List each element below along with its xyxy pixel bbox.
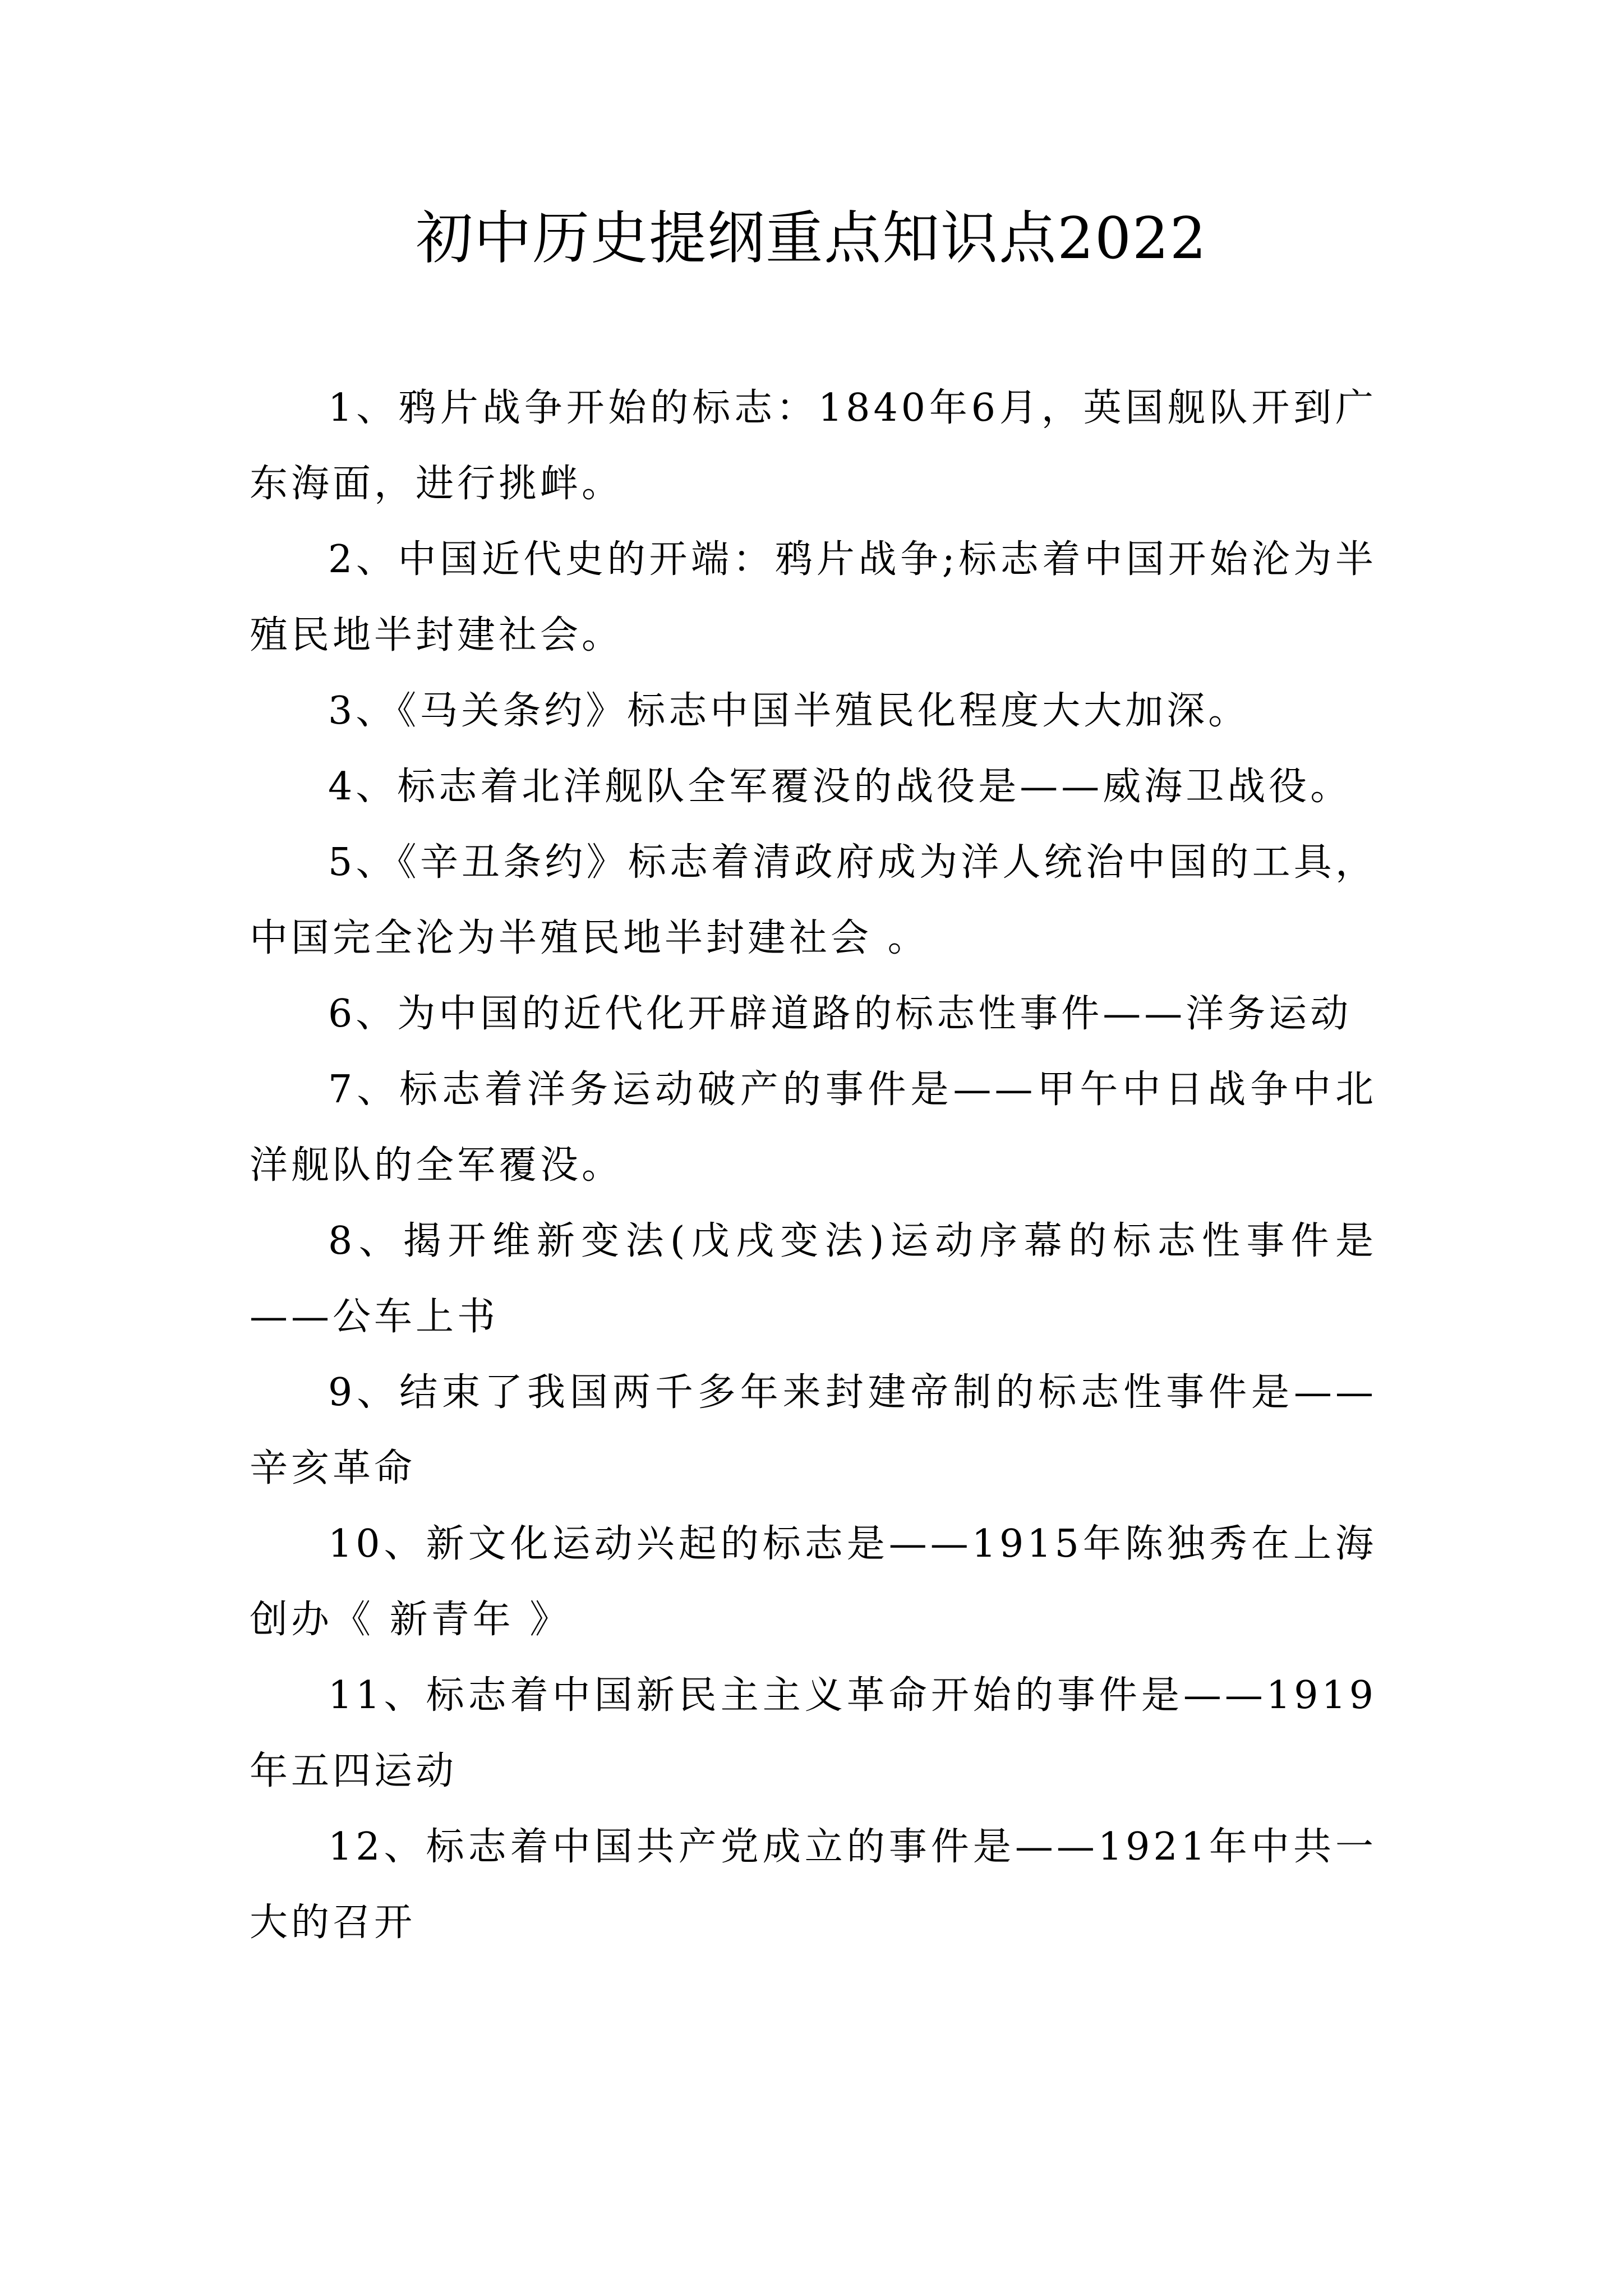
paragraph-5: 5、《辛丑条约》标志着清政府成为洋人统治中国的工具，中国完全沦为半殖民地半封建社会 。 xyxy=(250,840,1377,960)
paragraph-1: 1、鸦片战争开始的标志：1840年6月，英国舰队开到广东海面，进行挑衅。 xyxy=(250,386,1377,506)
paragraph-6: 6、为中国的近代化开辟道路的标志性事件——洋务运动 xyxy=(328,992,1352,1036)
paragraph-4: 4、标志着北洋舰队全军覆没的战役是——威海卫战役。 xyxy=(328,765,1352,809)
paragraph-7: 7、标志着洋务运动破产的事件是——甲午中日战争中北洋舰队的全军覆没。 xyxy=(250,1068,1377,1188)
document-body xyxy=(250,370,1377,1961)
paragraph-10: 10、新文化运动兴起的标志是——1915年陈独秀在上海创办《 新青年 》 xyxy=(250,1522,1377,1642)
paragraph-12: 12、标志着中国共产党成立的事件是——1921年中共一大的召开 xyxy=(250,1825,1377,1945)
paragraph-3: 3、《马关条约》标志中国半殖民化程度大大加深。 xyxy=(328,689,1250,733)
paragraph-8: 8、揭开维新变法(戊戌变法)运动序幕的标志性事件是——公车上书 xyxy=(250,1219,1377,1339)
document-title: 初中历史提纲重点知识点2022 xyxy=(416,205,1207,272)
paragraph-2: 2、中国近代史的开端：鸦片战争;标志着中国开始沦为半殖民地半封建社会。 xyxy=(250,537,1377,657)
paragraph-9: 9、结束了我国两千多年来封建帝制的标志性事件是——辛亥革命 xyxy=(250,1370,1377,1490)
paragraph-11: 11、标志着中国新民主主义革命开始的事件是——1919年五四运动 xyxy=(250,1673,1377,1793)
